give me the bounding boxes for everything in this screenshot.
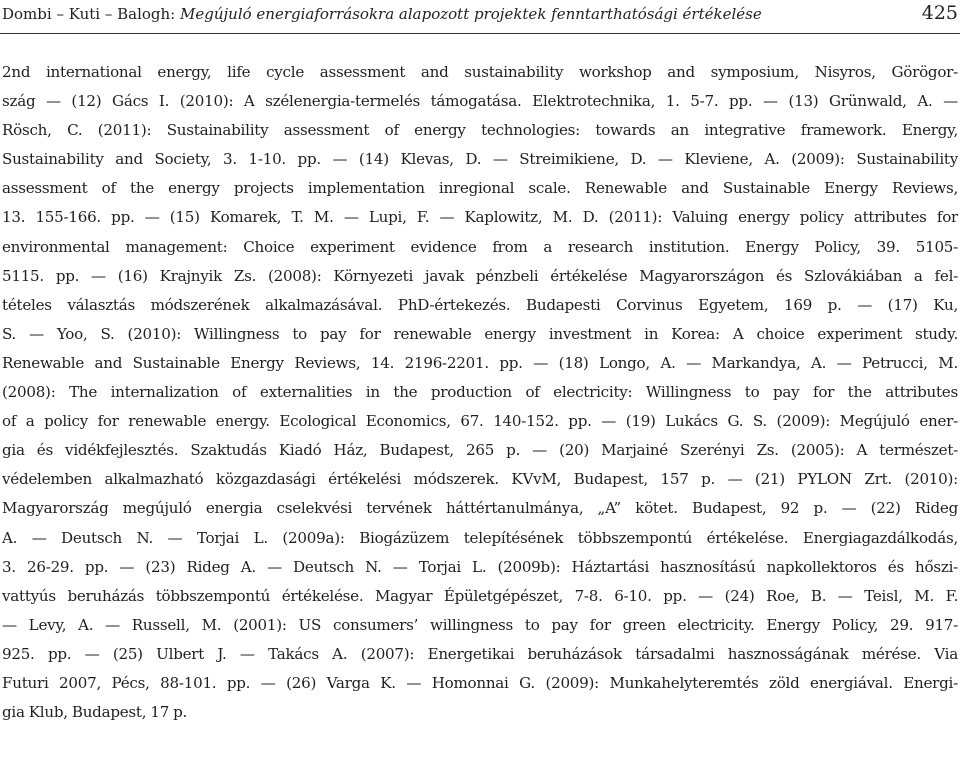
text-line: Magyarország megújuló energia cselekvési tervének háttértanulmánya, „A” kötet. Budapest, 92 p. — (22) Rideg: [2, 499, 958, 518]
text-line: védelemben alkalmazható közgazdasági értékelési módszerek. KVvM, Budapest, 157 p. — (21) PYLON Zrt. (2010):: [2, 470, 958, 489]
page-number: 425: [921, 2, 958, 24]
header-authors: Dombi – Kuti – Balogh:: [2, 5, 176, 23]
running-header: [2, 2, 958, 30]
text-line: A. — Deutsch N. — Torjai L. (2009a): Biogázüzem telepítésének többszempontú értékelése. Energiagazdálkodás,: [2, 528, 958, 547]
text-line: 2nd international energy, life cycle assessment and sustainability workshop and symposium, Nisyros, Görögor-: [2, 63, 958, 81]
text-line: Rösch, C. (2011): Sustainability assessment of energy technologies: towards an integrative framework. Energy,: [2, 121, 958, 140]
text-line: Renewable and Sustainable Energy Reviews, 14. 2196-2201. pp. — (18) Longo, A. — Markandya, A. — Petrucci, M.: [2, 353, 958, 372]
text-line: — Levy, A. — Russell, M. (2001): US consumers’ willingness to pay for green electricity. Energy Policy, 29. 917-: [2, 615, 958, 634]
text-line: 5115. pp. — (16) Krajnyik Zs. (2008): Környezeti javak pénzbeli értékelése Magyarországon és Szlovákiában a fel-: [2, 266, 958, 285]
text-line: Sustainability and Society, 3. 1-10. pp. — (14) Klevas, D. — Streimikiene, D. — Kleviene, A. (2009): Sustainability: [2, 150, 958, 169]
text-line: gia és vidékfejlesztés. Szaktudás Kiadó Ház, Budapest, 265 p. — (20) Marjainé Szerényi Zs. (2005): A természet-: [2, 441, 958, 460]
text-line: environmental management: Choice experiment evidence from a research institution. Energy Policy, 39. 5105-: [2, 237, 958, 256]
text-line: vattyús beruházás többszempontú értékelése. Magyar Épületgépészet, 7-8. 6-10. pp. — (24) Roe, B. — Teisl, M. F.: [2, 586, 958, 605]
text-line: 925. pp. — (25) Ulbert J. — Takács A. (2007): Energetikai beruházások társadalmi hasznosságának mérése. Via: [2, 644, 958, 663]
text-line: (2008): The internalization of externalities in the production of electricity: Willingness to pay for the attributes: [2, 383, 958, 402]
text-line: of a policy for renewable energy. Ecological Economics, 67. 140-152. pp. — (19) Lukács G. S. (2009): Megújuló ener-: [2, 412, 958, 431]
text-line: S. — Yoo, S. (2010): Willingness to pay for renewable energy investment in Korea: A choice experiment study.: [2, 324, 958, 343]
text-line: tételes választás módszerének alkalmazásával. PhD-értekezés. Budapesti Corvinus Egyetem, 169 p. — (17) Ku,: [2, 295, 958, 314]
text-line: szág — (12) Gács I. (2010): A szélenergia-termelés támogatása. Elektrotechnika, 1. 5-7. pp. — (13) Grünwald, A. —: [2, 92, 958, 111]
header-title: Megújuló energiaforrásokra alapozott projektek fenntarthatósági értékelése: [180, 5, 762, 23]
text-line: gia Klub, Budapest, 17 p.: [2, 703, 188, 722]
text-line: Futuri 2007, Pécs, 88-101. pp. — (26) Varga K. — Homonnai G. (2009): Munkahelyteremtés zöld energiával. Energi-: [2, 673, 958, 692]
references-text: [2, 58, 958, 727]
header-text: [2, 5, 762, 23]
text-line: assessment of the energy projects implementation inregional scale. Renewable and Sustainable Energy Reviews,: [2, 179, 958, 198]
text-line: 13. 155-166. pp. — (15) Komarek, T. M. — Lupi, F. — Kaplowitz, M. D. (2011): Valuing energy policy attributes for: [2, 208, 958, 227]
text-line: 3. 26-29. pp. — (23) Rideg A. — Deutsch N. — Torjai L. (2009b): Háztartási hasznosítású napkollektoros és hőszi-: [2, 557, 958, 576]
header-rule: [0, 33, 960, 34]
